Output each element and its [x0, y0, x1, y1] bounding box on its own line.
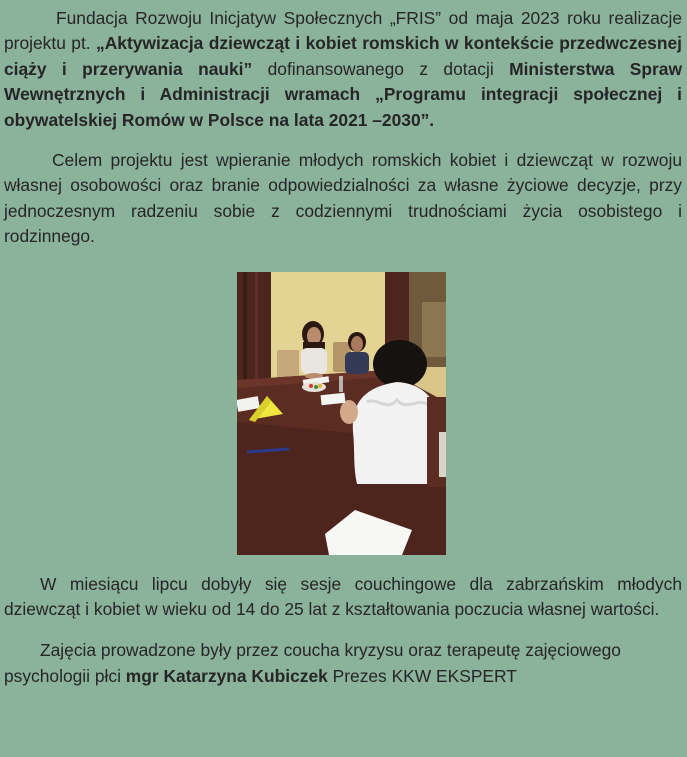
facilitator-name: mgr Katarzyna Kubiczek [125, 665, 328, 686]
intro-paragraph [4, 6, 682, 133]
intro-text-1: Fundacja Rozwoju Inicjatyw Społecznych „FRIS” od maja 2023 roku realizacje projektu pt. [4, 8, 682, 54]
sessions-paragraph: W miesiącu lipcu dobyły się sesje couchingowe dla zabrzańskim młodych dziewcząt i kobiet w wieku od 14 do 25 lat z kształtowania poczucia własnej wartości. [4, 573, 682, 620]
funding-source: Ministerstwa Spraw Wewnętrznych i Administracji wramach „Programu integracji społecznej i obywatelskiej Romów w Polsce na lata 2021 –2030”. [4, 58, 682, 130]
photo-of-women-at-table [237, 272, 446, 555]
facilitator-text-1: Zajęcia prowadzone były przez coucha kryzysu oraz terapeutę zajęciowego psychologii płci [4, 640, 621, 686]
intro-text-2: dofinansowanego z dotacji [252, 58, 510, 79]
facilitator-text-2: Prezes KKW EKSPERT [327, 665, 517, 686]
photo-container [4, 272, 682, 555]
facilitator-paragraph [4, 638, 682, 689]
project-title: „Aktywizacja dziewcząt i kobiet romskich w kontekście przedwczesnej ciąży i przerywania nauki” [4, 33, 682, 79]
goal-paragraph: Celem projektu jest wpieranie młodych romskich kobiet i dziewcząt w rozwoju własnej osobowości oraz branie odpowiedzialności za własne życiowe decyzje, przy jednoczesnym radzeniu sobie z codziennymi trudnościami życia osobistego i rodzinnego. [4, 150, 682, 247]
